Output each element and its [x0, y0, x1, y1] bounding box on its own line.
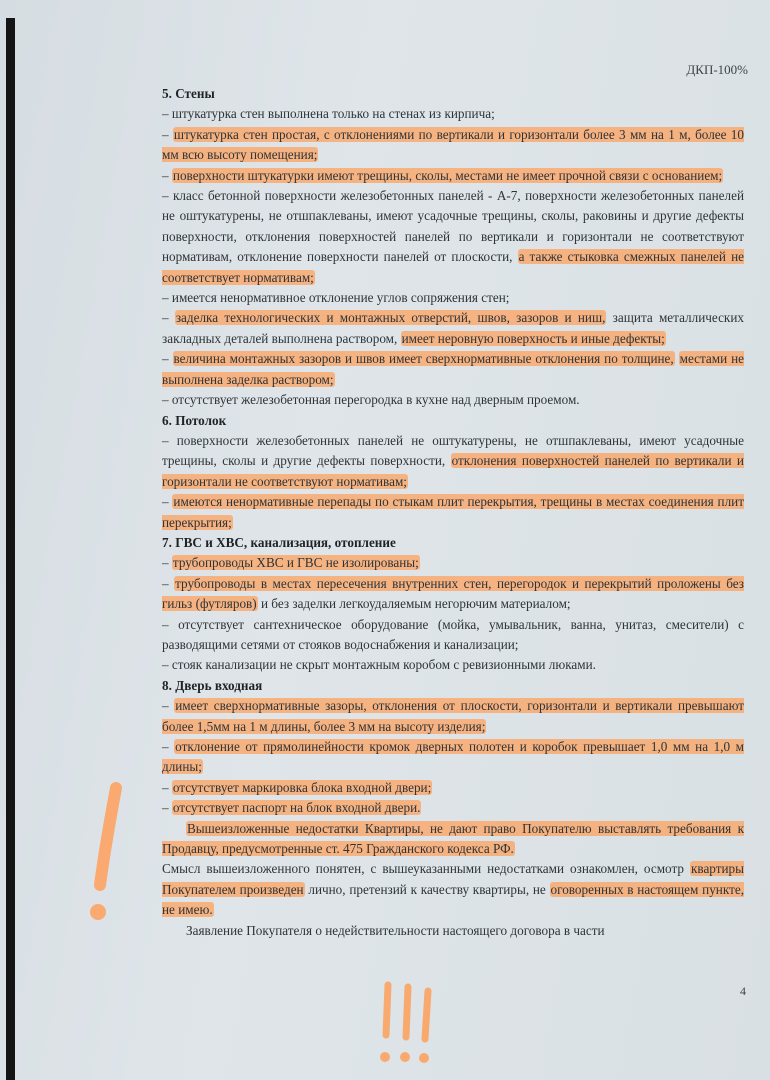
highlight: трубопроводы ХВС и ГВС не изолированы;	[172, 555, 419, 571]
highlight: оговоренных в настоящем пункте, не имею.	[162, 881, 744, 918]
highlight: имеются ненормативные перепады по стыкам плит перекрытия, трещины в местах соединения плит перекрытия;	[162, 494, 745, 530]
walls-item-4: – класс бетонной поверхности железобетонных панелей - А-7, поверхности железобетонных панелей не оштукатурены, не отшпаклеваны, имеют усадочные трещины, сколы, раковины и другие дефекты поверхности, отклонения поверхностей панелей по вертикали и горизонтали не соответствуют нормативам, отклонение поверхности панелей от плоскости, а также стыковка смежных панелей не соответствует нормативам;	[162, 188, 744, 285]
highlight: величина монтажных зазоров и швов имеет сверхнормативные отклонения по толщине,	[173, 351, 674, 367]
walls-item-6: – заделка технологических и монтажных отверстий, швов, зазоров и ниш, защита металлических закладных деталей выполнена раствором, имеет неровную поверхность и иные дефекты;	[162, 310, 744, 346]
walls-item-2: – штукатурка стен простая, с отклонениями по вертикали и горизонтали более 3 мм на 1 м, более 10 мм всю высоту помещения;	[162, 126, 744, 163]
ceiling-item-2: – имеются ненормативные перепады по стыкам плит перекрытия, трещины в местах соединения плит перекрытия;	[162, 494, 745, 530]
walls-item-3: – поверхности штукатурки имеют трещины, сколы, местами не имеет прочной связи с основанием;	[162, 167, 723, 183]
highlight: отклонение от прямолинейности кромок дверных полотен и коробок превышает 1,0 мм на 1,0 м длины;	[162, 739, 744, 775]
ceiling-item-1: – поверхности железобетонных панелей не оштукатурены, не отшпаклеваны, имеют усадочные трещины, сколы и другие дефекты поверхности, отклонения поверхностей панелей по вертикали и горизонтали не соответствуют нормативам;	[162, 432, 744, 489]
plumbing-item-1: – трубопроводы ХВС и ГВС не изолированы;	[162, 555, 419, 571]
door-item-2: – отклонение от прямолинейности кромок дверных полотен и коробок превышает 1,0 мм на 1,0 м длины;	[162, 739, 744, 775]
document-code: ДКП-100%	[686, 62, 748, 77]
section-title-door: 8. Дверь входная	[162, 677, 263, 693]
highlight: отклонения поверхностей панелей по вертикали и горизонтали не соответствуют нормативам;	[162, 453, 744, 489]
highlight: Вышеизложенные недостатки Квартиры, не дают право Покупателю выставлять требования к Продавцу, предусмотренные ст. 475 Гражданского кодекса РФ.	[162, 820, 744, 857]
highlight: штукатурка стен простая, с отклонениями по вертикали и горизонтали более 3 мм на 1 м, более 10 мм всю высоту помещения;	[162, 126, 744, 163]
binder-edge	[6, 18, 15, 1080]
walls-item-8: – отсутствует железобетонная перегородка в кухне над дверным проемом.	[162, 392, 580, 408]
highlight: квартиры Покупателем произведен	[162, 861, 744, 897]
highlight: а также стыковка смежных панелей не соответствует нормативам;	[162, 249, 744, 285]
document-body	[162, 84, 744, 941]
highlight: поверхности штукатурки имеют трещины, сколы, местами не имеет прочной связи с основанием;	[172, 167, 723, 183]
door-item-1: – имеет сверхнормативные зазоры, отклонения от плоскости, горизонтали и вертикали превышают более 1,5мм на 1 м длины, более 3 мм на высоту изделия;	[162, 698, 745, 734]
plumbing-item-4: – стояк канализации не скрыт монтажным коробом с ревизионными люками.	[162, 657, 596, 673]
closing-paragraph-1	[162, 819, 744, 860]
page-number: 4	[740, 984, 746, 998]
highlight: имеет неровную поверхность и иные дефекты;	[401, 330, 665, 346]
triple-exclamation-annotation	[368, 975, 448, 1075]
door-item-3: – отсутствует маркировка блока входной двери;	[162, 779, 432, 795]
walls-item-7: – величина монтажных зазоров и швов имеет сверхнормативные отклонения по толщине, местами не выполнена заделка раствором;	[162, 351, 744, 387]
highlight: местами не выполнена заделка раствором;	[162, 351, 744, 387]
highlight: заделка технологических и монтажных отверстий, швов, зазоров и ниш,	[175, 310, 606, 326]
highlight: отсутствует паспорт на блок входной двери.	[172, 800, 421, 816]
section-title-plumbing: 7. ГВС и ХВС, канализация, отопление	[162, 534, 396, 550]
walls-item-5: – имеется ненормативное отклонение углов сопряжения стен;	[162, 290, 510, 306]
plumbing-item-2: – трубопроводы в местах пересечения внутренних стен, перегородок и перекрытий проложены без гильз (футляров) и без заделки легкоудаляемым негорючим материалом;	[162, 575, 745, 612]
section-title-ceiling: 6. Потолок	[162, 412, 227, 428]
closing-paragraph-3: Заявление Покупателя о недействительности настоящего договора в части	[186, 922, 605, 938]
highlight: отсутствует маркировка блока входной двери;	[172, 779, 432, 795]
section-title-walls: 5. Стены	[162, 86, 215, 101]
walls-item-1: – штукатурка стен выполнена только на стенах из кирпича;	[162, 106, 495, 122]
plumbing-item-3: – отсутствует сантехническое оборудование (мойка, умывальник, ванна, унитаз, смесители) с разводящими сетями от стояков водоснабжения и канализации;	[162, 616, 744, 652]
exclamation-mark-annotation	[80, 780, 140, 930]
door-item-4: – отсутствует паспорт на блок входной двери.	[162, 800, 421, 816]
closing-paragraph-2: Смысл вышеизложенного понятен, с вышеуказанными недостатками ознакомлен, осмотр квартиры Покупателем произведен лично, претензий к качеству квартиры, не оговоренных в настоящем пункте, не имею.	[162, 861, 744, 918]
highlight: трубопроводы в местах пересечения внутренних стен, перегородок и перекрытий проложены без гильз (футляров)	[162, 575, 745, 612]
highlight: имеет сверхнормативные зазоры, отклонения от плоскости, горизонтали и вертикали превышают более 1,5мм на 1 м длины, более 3 мм на высоту изделия;	[162, 698, 745, 734]
